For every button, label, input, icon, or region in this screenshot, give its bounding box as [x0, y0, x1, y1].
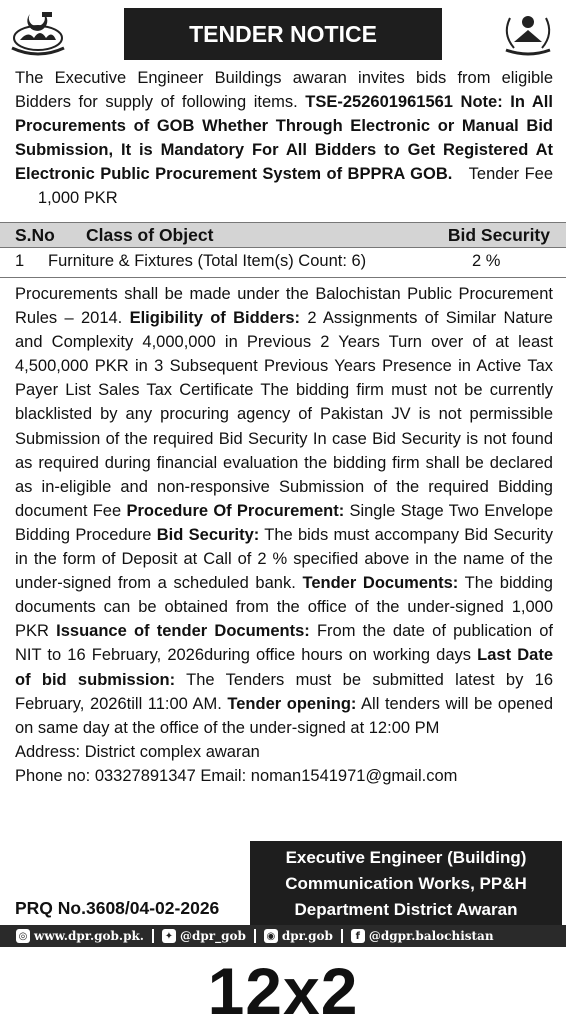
facebook-icon: f — [351, 929, 365, 943]
instagram-icon: ◉ — [264, 929, 278, 943]
tender-fee-label: Tender Fee — [468, 165, 553, 183]
signature-block — [250, 841, 562, 927]
footer-divider — [254, 929, 256, 943]
body-text-segment: Single Stage Two Envelope Bidding Procedure — [15, 501, 554, 544]
body-text-segment: The bids must accompany Bid Security in the form of Deposit at Call of 2 % specified above in the name of the under-signed from a scheduled bank. — [15, 525, 553, 593]
footer-instagram-text: dpr.gob — [281, 929, 333, 943]
signature-line-1: Executive Engineer (Building) — [285, 848, 527, 867]
ad-size-label: 12x2 — [207, 954, 359, 1024]
cell-class-of-object: Furniture & Fixtures (Total Item(s) Count: 6) — [48, 252, 367, 270]
section-heading: Eligibility of Bidders: — [129, 309, 301, 328]
footer-web-text: www.dpr.gob.pk. — [34, 929, 144, 943]
body-text-segment: From the date of publication of NIT to 16 February, 2026during office hours on working days — [15, 622, 553, 665]
footer-twitter-text: @dpr_gob — [180, 929, 246, 943]
registration-note: TSE-252601961561 Note: In All Procurements of GOB Whether Through Electronic or Manual Bid Submission, It is Mandatory For All Bidders to Get Registered At Electronic Public Procurement System of BPPRA GOB. — [15, 93, 553, 183]
footer-twitter[interactable] — [162, 929, 246, 943]
notice-title: TENDER NOTICE — [124, 8, 442, 60]
section-heading: Tender Documents: — [302, 574, 459, 593]
section-heading: Bid Security: — [156, 525, 260, 544]
items-table-header — [0, 222, 566, 248]
cell-sno: 1 — [15, 252, 25, 270]
intro-paragraph — [15, 66, 553, 210]
footer-instagram[interactable] — [264, 929, 333, 943]
body-text-segment: Phone no: 03327891347 Email: noman1541971@gmail.com — [15, 766, 458, 785]
body-text-segment: The bidding documents can be obtained from the office of the under-signed 1,000 PKR — [15, 574, 553, 641]
header — [0, 0, 566, 64]
footer-bar — [0, 925, 566, 947]
col-class-of-object: Class of Object — [86, 225, 214, 245]
tender-details — [15, 282, 553, 788]
section-heading: Tender opening: — [227, 694, 357, 713]
body-text-segment: 2 Assignments of Similar Nature and Complexity 4,000,000 in Previous 2 Years Turn over of at least 4,500,000 PKR in 3 Subsequent Previous Years Presence in Active Tax Payer List Sales Tax Certificate The bidding firm must not be currently blacklisted by any procuring agency of Pakistan JV is not permissible Submission of the required Bid Security In case Bid Security is not found as required during financial evaluation the bidding firm shall be declared as in-eligible and non-responsive Submission of the required Bidding document Fee — [15, 309, 553, 520]
prq-number: PRQ No.3608/04-02-2026 — [15, 898, 220, 918]
section-heading: Issuance of tender Documents: — [56, 622, 310, 641]
bppra-emblem-logo — [498, 8, 558, 58]
footer-facebook[interactable] — [351, 929, 494, 943]
footer-facebook-text: @dgpr.balochistan — [368, 929, 494, 943]
body-text-segment: Address: District complex awaran — [15, 742, 260, 761]
footer-divider — [152, 929, 154, 943]
globe-icon: ◎ — [16, 929, 30, 943]
col-sno: S.No — [15, 225, 55, 245]
signature-line-3: Department District Awaran — [294, 900, 518, 919]
footer-web[interactable] — [16, 929, 144, 943]
table-row — [0, 250, 566, 278]
section-heading: Last Date of bid submission: — [15, 646, 553, 689]
body-text-segment: Procurements shall be made under the Balochistan Public Procurement Rules – 2014. — [15, 285, 553, 328]
tender-fee-value: 1,000 PKR — [37, 189, 118, 207]
body-text-segment: All tenders will be opened on same day at the office of the under-signed at 12:00 PM — [15, 694, 553, 737]
cell-bid-security: 2 % — [472, 252, 501, 270]
signature-line-2: Communication Works, PP&H — [285, 874, 527, 893]
body-text-segment: The Tenders must be submitted latest by 16 February, 2026till 11:00 AM. — [15, 670, 553, 713]
balochistan-emblem-logo — [8, 8, 68, 58]
twitter-icon: ✦ — [162, 929, 176, 943]
col-bid-security: Bid Security — [447, 225, 550, 245]
section-heading: Procedure Of Procurement: — [126, 501, 345, 520]
intro-text: The Executive Engineer Buildings awaran invites bids from eligible Bidders for supply of following items. — [15, 69, 553, 111]
footer-divider — [341, 929, 343, 943]
